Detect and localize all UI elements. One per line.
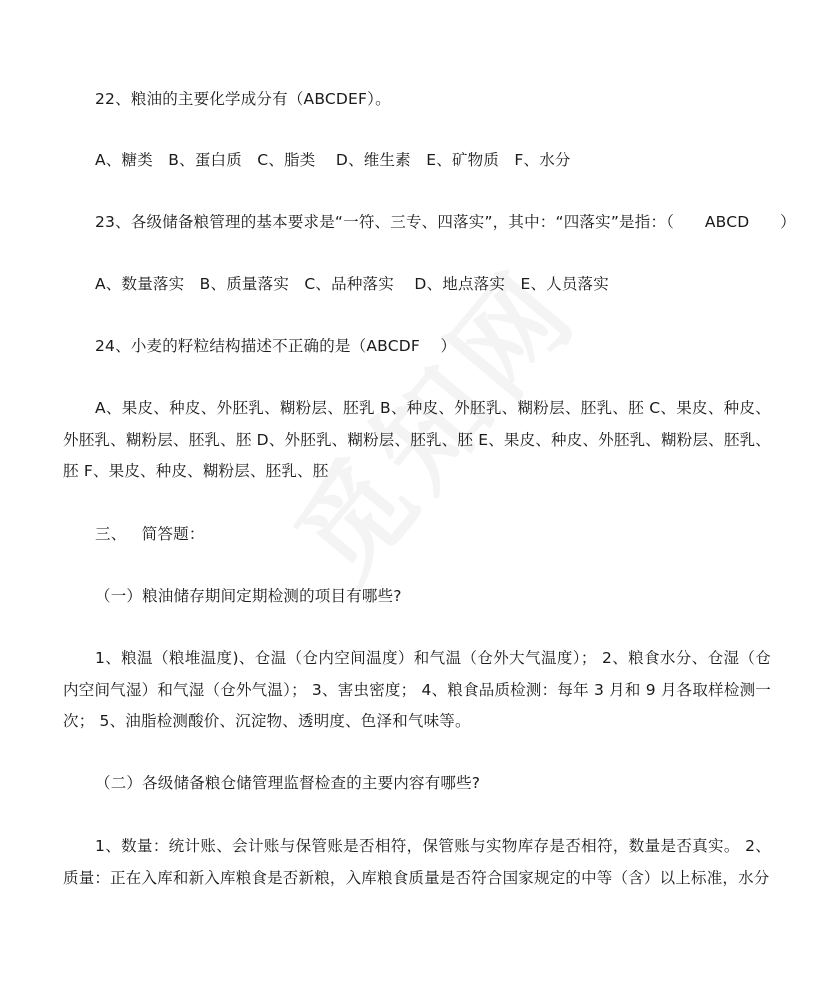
sub2-answer: 1、数量：统计账、会计账与保管账是否相符，保管账与实物库存是否相符，数量是否真实。 2、质量：正在入库和新入库粮食是否新粮，入库粮食质量是否符合国家规定的中等（含）以上标准，水分 [63,837,771,887]
q22-question: 22、粮油的主要化学成分有（ABCDEF）。 [95,90,391,108]
q24-question: 24、小麦的籽粒结构描述不正确的是（ABCDF ） [95,337,457,355]
q23-question: 23、各级储备粮管理的基本要求是“一符、三专、四落实”，其中：“四落实”是指：（ ABCD ） [95,213,796,231]
sub1-answer: 1、粮温（粮堆温度)、仓温（仓内空间温度）和气温（仓外大气温度）； 2、粮食水分、仓湿（仓内空间气湿）和气湿（仓外气温）； 3、害虫密度； 4、粮食品质检测：每年 3 月和 9 月各取样检测一次； 5、油脂检测酸价、沉淀物、透明度、色泽和气味等。 [63,649,771,730]
q24-options: A、果皮、种皮、外胚乳、糊粉层、胚乳 B、种皮、外胚乳、糊粉层、胚乳、胚 C、果皮、种皮、外胚乳、糊粉层、胚乳、胚 D、外胚乳、糊粉层、胚乳、胚 E、果皮、种皮、外胚乳、糊粉层、胚乳、胚 F、果皮、种皮、糊粉层、胚乳、胚 [63,399,771,480]
section-heading: 三、 简答题： [95,525,205,543]
q23-options: A、数量落实 B、质量落实 C、品种落实 D、地点落实 E、人员落实 [95,275,609,293]
sub1-title: （一）粮油储存期间定期检测的项目有哪些? [95,587,402,605]
sub2-title: （二）各级储备粮仓储管理监督检查的主要内容有哪些? [95,774,481,792]
q22-options: A、糖类 B、蛋白质 C、脂类 D、维生素 E、矿物质 F、水分 [95,151,571,169]
